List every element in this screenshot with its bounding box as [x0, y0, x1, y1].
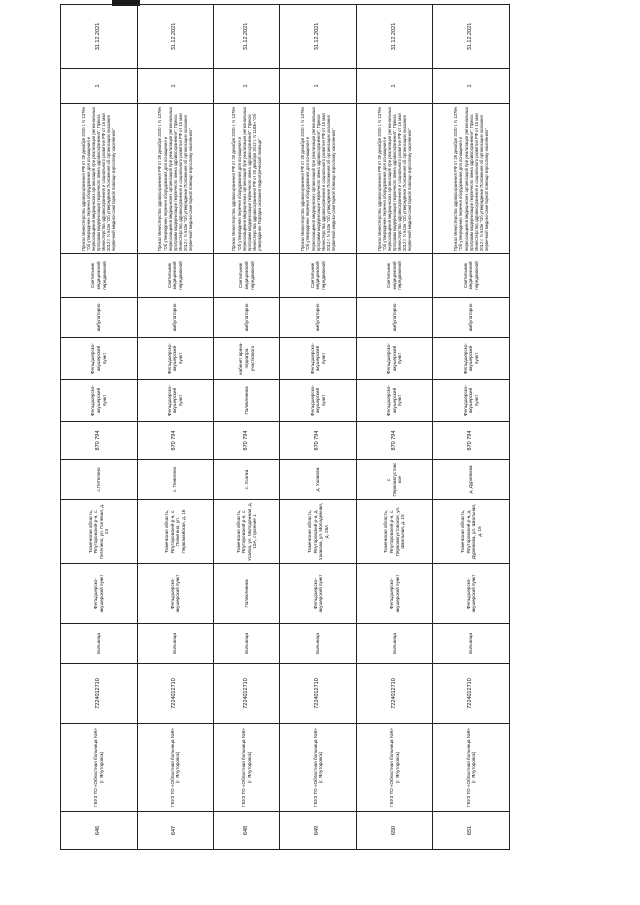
- inn-cell: 7224012710: [214, 664, 280, 724]
- structural-unit: кабинет врача-педиатра участкового: [214, 338, 280, 380]
- row-number: 650: [356, 812, 433, 850]
- care-mode: амбулаторно: [280, 298, 357, 338]
- inn-cell: 7224012710: [61, 664, 138, 724]
- subdivision: Фельдшерско-акушерский пункт: [137, 380, 214, 422]
- oktmo-code: 870 794: [137, 422, 214, 460]
- legal-basis: Приказ Министерства здравоохранения РФ от 28 декабря 2020 г. N 1379н "Об утверждении перечня оборудования для оснащения и переоснащения медицинских организаций при реализации региональных программ модернизации первичного звена здравоохранения"; Приказ Министерства здравоохранения и социального развития РФ от 15 мая 2012 г. N 543н "Об утверждении Положения об организации оказания первичной медико-санитарной помощи взрослому населению": [433, 104, 510, 254]
- inn-cell: 7224012710: [137, 664, 214, 724]
- structural-unit: Фельдшерско-акушерский пункт: [433, 338, 510, 380]
- organization-name: ГБУЗ ТО «Областная больница №9» (г. Ялуторовск): [433, 724, 510, 812]
- inn-cell: 7224012710: [433, 664, 510, 724]
- settlement-name: д. Ушакова: [280, 460, 357, 500]
- care-mode: амбулаторно: [433, 298, 510, 338]
- structural-unit: Фельдшерско-акушерский пункт: [356, 338, 433, 380]
- structural-unit: Фельдшерско-акушерский пункт: [137, 338, 214, 380]
- legal-basis: Приказ Министерства здравоохранения РФ от 28 декабря 2020 г. N 1379н "Об утверждении перечня оборудования для оснащения и переоснащения медицинских организаций при реализации региональных программ модернизации первичного звена здравоохранения"; Приказ Министерства здравоохранения и социального развития РФ от 15 мая 2012 г. N 543н "Об утверждении Положения об организации оказания первичной медико-санитарной помощи взрослому населению": [137, 104, 214, 254]
- facility-name: Фельдшерско-акушерский пункт: [356, 564, 433, 624]
- org-type: Больница: [356, 624, 433, 664]
- table-row: [137, 5, 214, 850]
- oktmo-code: 870 794: [433, 422, 510, 460]
- equipment-name: Светильник медицинский передвижной: [214, 254, 280, 298]
- equipment-name: Светильник медицинский передвижной: [433, 254, 510, 298]
- row-number: 648: [214, 812, 280, 850]
- deadline-date: 31.12.2021: [61, 5, 138, 69]
- org-type: Больница: [137, 624, 214, 664]
- row-number: 649: [280, 812, 357, 850]
- deadline-date: 31.12.2021: [137, 5, 214, 69]
- legal-basis: Приказ Министерства здравоохранения РФ от 28 декабря 2020 г. N 1379н "Об утверждении перечня оборудования для оснащения и переоснащения медицинских организаций при реализации региональных программ модернизации первичного звена здравоохранения"; Приказ Министерства здравоохранения и социального развития РФ от 15 мая 2012 г. N 543н "Об утверждении Положения об организации оказания первичной медико-санитарной помощи взрослому населению": [280, 104, 357, 254]
- oktmo-code: 870 794: [61, 422, 138, 460]
- org-type: Больница: [214, 624, 280, 664]
- facility-address: Тюменская область, Ялуторовский р-н, с. Пинигино, ул. Первомайская, д. 16: [137, 500, 214, 564]
- subdivision: Поликлиника: [214, 380, 280, 422]
- organization-name: ГБУЗ ТО «Областная больница №9» (г. Ялуторовск): [137, 724, 214, 812]
- table-row: [280, 5, 357, 850]
- row-number: 647: [137, 812, 214, 850]
- facility-address: Тюменская область, Ялуторовский р-н, д. Дурнякова, ул. Школьная, д. 15: [433, 500, 510, 564]
- quantity: 1: [356, 69, 433, 104]
- equipment-name: Светильник медицинский передвижной: [137, 254, 214, 298]
- facility-address: Тюменская область, Ялуторовский р-н, с. Петелино, ул. Полевая, д. 24: [61, 500, 138, 564]
- subdivision: Фельдшерско-акушерский пункт: [356, 380, 433, 422]
- organization-name: ГБУЗ ТО «Областная больница №9» (г. Ялуторовск): [356, 724, 433, 812]
- table-row: [433, 5, 510, 850]
- care-mode: амбулаторно: [61, 298, 138, 338]
- row-number: 646: [61, 812, 138, 850]
- organization-name: ГБУЗ ТО «Областная больница №9» (г. Ялуторовск): [214, 724, 280, 812]
- table-row: [356, 5, 433, 850]
- facility-name: Фельдшерско-акушерский пункт: [137, 564, 214, 624]
- subdivision: Фельдшерско-акушерский пункт: [61, 380, 138, 422]
- care-mode: амбулаторно: [137, 298, 214, 338]
- settlement-name: с.Петелино: [61, 460, 138, 500]
- facility-name: Фельдшерско-акушерский пункт: [433, 564, 510, 624]
- rotated-table-wrapper: [60, 22, 510, 850]
- deadline-date: 31.12.2021: [214, 5, 280, 69]
- settlement-name: с. Усалка: [214, 460, 280, 500]
- care-mode: амбулаторно: [214, 298, 280, 338]
- quantity: 1: [280, 69, 357, 104]
- subdivision: Фельдшерско-акушерский пункт: [280, 380, 357, 422]
- oktmo-code: 870 794: [280, 422, 357, 460]
- table-row: [214, 5, 280, 850]
- oktmo-code: 870 794: [356, 422, 433, 460]
- legal-basis: Приказ Министерства здравоохранения РФ от 28 декабря 2020 г. N 1379н "Об утверждении перечня оборудования для оснащения и переоснащения медицинских организаций при реализации региональных программ модернизации первичного звена здравоохранения"; Приказ Министерства здравоохранения и социального развития РФ от 15 мая 2012 г. N 543н "Об утверждении Положения об организации оказания первичной медико-санитарной помощи взрослому населению": [356, 104, 433, 254]
- facility-address: Тюменская область, Ялуторовский р-н, с. Усалка, ул. Молодежная, д. 10А, строение 1: [214, 500, 280, 564]
- facility-name: Поликлиника: [214, 564, 280, 624]
- organization-name: ГБУЗ ТО «Областная больница №9» (г. Ялуторовск): [61, 724, 138, 812]
- settlement-name: д. Дурнякова: [433, 460, 510, 500]
- equipment-name: Светильник медицинский передвижной: [280, 254, 357, 298]
- equipment-name: Светильник медицинский передвижной: [356, 254, 433, 298]
- quantity: 1: [61, 69, 138, 104]
- structural-unit: Фельдшерско-акушерский пункт: [280, 338, 357, 380]
- inn-cell: 7224012710: [356, 664, 433, 724]
- deadline-date: 31.12.2021: [433, 5, 510, 69]
- care-mode: амбулаторно: [356, 298, 433, 338]
- legal-basis: Приказ Министерства здравоохранения РФ от 28 декабря 2020 г. N 1379н "Об утверждении перечня оборудования для оснащения и переоснащения медицинских организаций при реализации региональных программ модернизации первичного звена здравоохранения"; Приказ Министерства здравоохранения и социального развития РФ от 15 мая 2012 г. N 543н "Об утверждении Положения об организации оказания первичной медико-санитарной помощи взрослому населению": [61, 104, 138, 254]
- legal-basis: Приказ Министерства здравоохранения РФ от 28 декабря 2020 г. N 1379н "Об утверждении перечня оборудования для оснащения и переоснащения медицинских организаций при реализации региональных программ модернизации первичного звена здравоохранения"; Приказ Министерства здравоохранения РФ от 20 декабря 2012 г. N 1183н "Об утверждении Порядка оказания педиатрической помощи": [214, 104, 280, 254]
- equipment-name: Светильник медицинский передвижной: [61, 254, 138, 298]
- facility-address: Тюменская область, Ялуторовский р-н, с. Первоавгустовское, ул. Школьная, д. 15: [356, 500, 433, 564]
- inn-cell: 7224012710: [280, 664, 357, 724]
- deadline-date: 31.12.2021: [356, 5, 433, 69]
- org-type: Больница: [280, 624, 357, 664]
- structural-unit: Фельдшерско-акушерский пункт: [61, 338, 138, 380]
- table-body: [61, 5, 510, 850]
- organization-name: ГБУЗ ТО «Областная больница №9» (г. Ялуторовск): [280, 724, 357, 812]
- quantity: 1: [433, 69, 510, 104]
- facility-name: Фельдшерско-акушерский пункт: [280, 564, 357, 624]
- quantity: 1: [137, 69, 214, 104]
- deadline-date: 31.12.2021: [280, 5, 357, 69]
- settlement-name: с. Пинигино: [137, 460, 214, 500]
- settlement-name: с. Первоавгустовское: [356, 460, 433, 500]
- equipment-table: [60, 4, 510, 850]
- table-row: [61, 5, 138, 850]
- facility-name: Фельдшерско-акушерский пункт: [61, 564, 138, 624]
- quantity: 1: [214, 69, 280, 104]
- org-type: Больница: [433, 624, 510, 664]
- row-number: 651: [433, 812, 510, 850]
- org-type: Больница: [61, 624, 138, 664]
- subdivision: Фельдшерско-акушерский пункт: [433, 380, 510, 422]
- oktmo-code: 870 794: [214, 422, 280, 460]
- facility-address: Тюменская область, Ялуторовский р-н, д. Ушакова, ул. Молодежная, д. 26А: [280, 500, 357, 564]
